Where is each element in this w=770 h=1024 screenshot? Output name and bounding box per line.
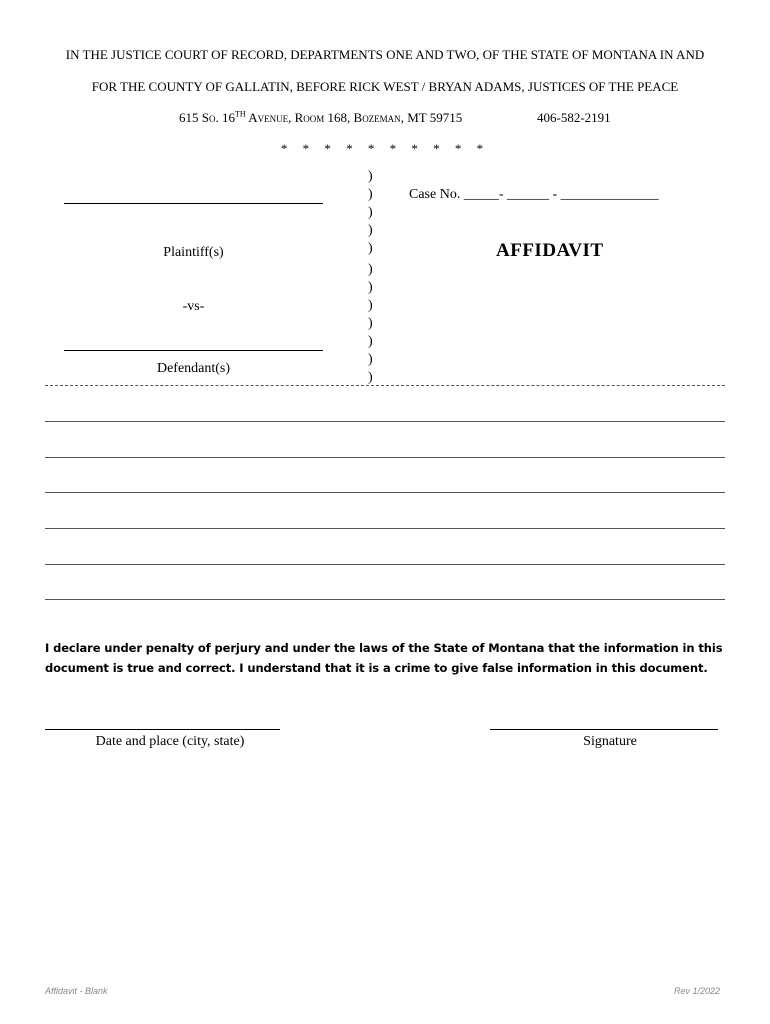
statement-line[interactable] [45,599,725,600]
declaration-line-2: document is true and correct. I understand that it is a crime to give false information in this document. [45,661,708,675]
signature-label: Signature [583,734,637,749]
footer-form-name: Affidavit - Blank [45,986,108,996]
separator-stars: * * * * * * * * * * [280,141,490,156]
caption-paren: ) [368,334,373,349]
address-part: ozeman [362,110,401,125]
statement-line[interactable] [45,564,725,565]
statement-line[interactable] [45,528,725,529]
court-header-line-1: IN THE JUSTICE COURT OF RECORD, DEPARTMENTS ONE AND TWO, OF THE STATE OF MONTANA IN AND [65,47,705,62]
document-title: AFFIDAVIT [496,240,604,261]
caption-paren: ) [368,316,373,331]
court-address [179,110,462,126]
caption-separator [45,385,725,386]
statement-line[interactable] [45,421,725,422]
signature-field[interactable] [490,729,718,730]
address-part: 16 [218,110,235,125]
caption-paren: ) [368,298,373,313]
plaintiff-label: Plaintiff(s) [163,245,224,260]
court-phone: 406-582-2191 [537,110,611,125]
statement-line[interactable] [45,457,725,458]
caption-paren: ) [368,370,373,385]
caption-paren: ) [368,241,373,256]
address-part: 615 S [179,110,209,125]
caption-paren: ) [368,205,373,220]
address-part: B [353,110,363,125]
court-header-line-2: FOR THE COUNTY OF GALLATIN, BEFORE RICK WEST / BRYAN ADAMS, JUSTICES OF THE PEACE [91,79,679,94]
date-place-label: Date and place (city, state) [95,734,245,749]
date-place-field[interactable] [45,729,280,730]
caption-paren: ) [368,280,373,295]
plaintiff-name-field[interactable] [64,203,323,204]
perjury-declaration [45,638,735,678]
case-number-field[interactable]: Case No. _____- ______ - ______________ [409,187,659,202]
defendant-label: Defendant(s) [156,361,231,376]
defendant-name-field[interactable] [64,350,323,351]
address-part: o. [208,110,219,125]
caption-paren: ) [368,262,373,277]
declaration-line-1: I declare under penalty of perjury and under the laws of the State of Montana that the information in this [45,641,723,655]
caption-paren: ) [368,223,373,238]
address-part: TH [234,109,246,119]
footer-revision: Rev 1/2022 [673,986,720,996]
caption-paren: ) [368,187,373,202]
address-part: , Room 168, [288,110,354,125]
versus-label: -vs- [182,299,205,314]
caption-paren: ) [368,352,373,367]
address-part: , MT 59715 [400,110,463,125]
address-part: Avenue [245,110,289,125]
caption-paren: ) [368,169,373,184]
statement-line[interactable] [45,492,725,493]
